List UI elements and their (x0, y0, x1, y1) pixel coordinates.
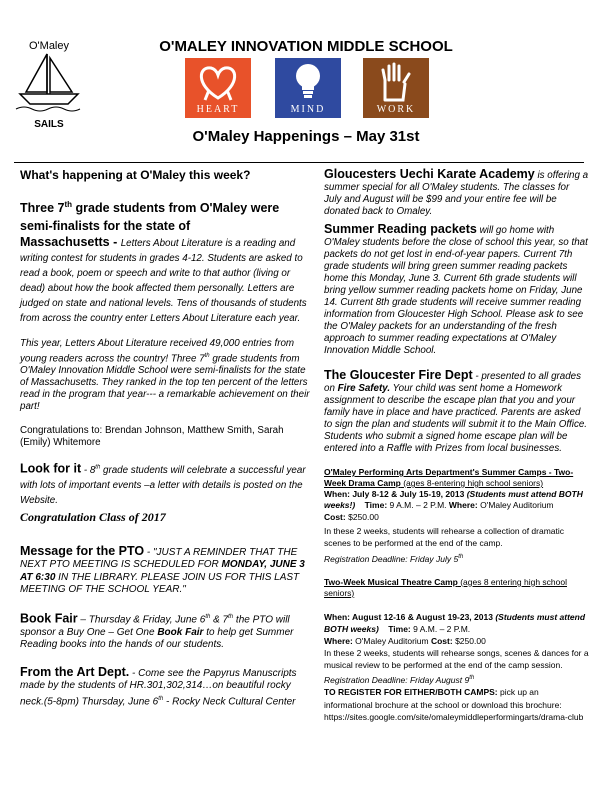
summer-text: will go home with O'Maley students before the close of school this year, so that packets do not get lost in end-of-year papers. Current 7th grade students will bring green summer reading packets home this Monday, June 3. Current 6th grade students will bring yellow summer reading packets home on Friday, June 14. Current 8th grade students will receive summer reading information from Gloucester High School. Please ask to see the O'Maley packets for an understanding of the fresh approach to summer reading expectations at O'Maley Innovation Middle School. (324, 225, 588, 356)
register-info: TO REGISTER FOR EITHER/BOTH CAMPS: pick up an informational brochure at the school or download this brochure: https://sites.google.com/site/omaleymiddleperformingarts/drama-club (324, 687, 584, 723)
karate-section (324, 168, 589, 218)
work-tile (363, 58, 429, 118)
summer-title: Summer Reading packets (324, 222, 477, 236)
book-fair-section: Book Fair – Thursday & Friday, June 6th & 7th the PTO will sponsor a Buy One – Get One Book Fair to help get Summer Reading books into the hands of our students. (20, 611, 294, 651)
mind-tile (275, 58, 341, 118)
look-text: - 8th grade students will celebrate a successful year with lots of important events –a letter with details is posted on the Website. (20, 464, 306, 506)
heart-hands-icon (185, 60, 251, 104)
art-title: From the Art Dept. (20, 664, 130, 679)
musical-title: Two-Week Musical Theatre Camp (324, 576, 458, 587)
mind-word: MIND (290, 104, 326, 116)
pto-text-a: - "JUST A REMINDER THAT THE NEXT PTO MEETING IS SCHEDULED FOR (20, 546, 298, 571)
left-heading: What's happening at O'Maley this week? (20, 168, 251, 182)
summer-reading-section (324, 223, 589, 357)
logo-top-text: O'Maley (29, 40, 69, 52)
drama-desc: In these 2 weeks, students will rehearse a collection of dramatic scenes to be performed at the end of the camp. (324, 526, 565, 548)
lit-section (20, 196, 310, 449)
look-title: Look for it (20, 461, 82, 476)
look-section (20, 461, 310, 524)
lit-congrats: Congratulations to: Brendan Johnson, Matthew Smith, Sarah (Emily) Whitemore (20, 425, 284, 449)
left-column (20, 164, 310, 708)
lightbulb-icon (275, 60, 341, 104)
drama-camp-section: O'Maley Performing Arts Department's Summer Camps - Two-Week Drama Camp (ages 8-entering high school seniors) When: July 8-12 & July 15-19, 2013 (Students must attend BOTH weeks!) Time: 9 A.M. – 2 P.M. Where: O'Maley Auditorium Cost: $250.00 In these 2 weeks, students will rehearse a collection of dramatic scenes to be performed at the end of the camp. Registration Deadline: Friday July 5th (324, 467, 589, 565)
lit-paragraph: This year, Letters About Literature received 49,000 entries from young readers across the country! Three 7th grade students from O'Maley Innovation Middle School were semi-finalists for the state of Massachusetts. They ranked in the top ten percent of the letters read in the program that year--- a remarkable achievement on their part! (20, 338, 310, 413)
lit-intro: Letters About Literature is a reading and writing contest for students in grades 4-12. Students are asked to read a book, poem or speech and write to that author (living or dead) about how the book affected them personally. Letters are judged on state and national levels. Tens of thousands of students from across the country enter Letters About Literature each year. (20, 238, 307, 325)
heart-tile (185, 58, 251, 118)
drama-title: O'Maley Performing Arts Department's Summer Camps - Two-Week Drama Camp (324, 467, 574, 488)
musical-desc: In these 2 weeks, students will rehearse songs, scenes & dances for a musical review to be performed at the end of the camp session. Registration Deadline: Friday August 9th (324, 647, 589, 685)
work-word: WORK (376, 104, 416, 116)
karate-text: is offering a summer special for all O'Maley students. The classes for July and August will be $99 and your entire fee will be donated back to Omaley. (324, 170, 589, 217)
lit-title-ma: Massachusetts - (20, 235, 121, 250)
pto-title: Message for the PTO (20, 543, 145, 558)
pto-text-b: IN THE LIBRARY. PLEASE JOIN US FOR THIS LAST MEETING OF THE SCHOOL YEAR." (20, 571, 300, 596)
fire-title: The Gloucester Fire Dept (324, 368, 473, 382)
school-name: O'MALEY INNOVATION MIDDLE SCHOOL (159, 38, 453, 55)
musical-camp-section: Two-Week Musical Theatre Camp (ages 8 entering high school seniors) When: August 12-16 & August 19-23, 2013 (Students must attend BOTH weeks) Time: 9 A.M. – 2 P.M. Where: O'Maley Auditorium Cost: $250.00 In these 2 weeks, students will rehearse songs, scenes & dances for a musical review to be performed at the end of the camp session. Registration Deadline: Friday August 9th TO REGISTER FOR EITHER/BOTH CAMPS: pick up an informational brochure at the school or download this brochure: https://sites.google.com/site/omaleymiddleperformingarts/drama-club (324, 576, 589, 723)
book-title: Book Fair (20, 611, 78, 626)
art-section: From the Art Dept. - Come see the Papyrus Manuscripts made by the students of HR.301,302,314…on beautiful rocky neck.(5-8pm) Thursday, June 6th - Rocky Neck Cultural Center (20, 664, 297, 707)
header-divider (14, 162, 584, 163)
newsletter-title: O'Maley Happenings – May 31st (192, 128, 420, 145)
sailboat-icon (14, 52, 84, 112)
drama-deadline: Registration Deadline: Friday July 5th (324, 553, 464, 564)
lit-title: Three 7th grade students from O'Maley were semi-finalists for the state of (20, 200, 280, 234)
karate-title: Gloucesters Uechi Karate Academy (324, 167, 535, 181)
heart-word: HEART (196, 104, 240, 116)
raised-hand-icon (363, 60, 429, 104)
fire-section: The Gloucester Fire Dept - presented to all grades on Fire Safety. Your child was sent home a Homework assignment to describe the escape plan that you and your family have in place and have practiced. Parents are asked to sign the plan and students will submit it to the Main Office. Students who submit a signed home escape plan will be entered into a Raffle with Prizes from local businesses. (324, 368, 588, 454)
logo-bottom-text: SAILS (34, 119, 64, 130)
look-script: Congratulation Class of 2017 (20, 509, 166, 524)
pto-date: MONDAY, JUNE 3 AT 6:30 (20, 559, 305, 583)
right-column (324, 164, 589, 724)
pto-section (20, 545, 310, 597)
